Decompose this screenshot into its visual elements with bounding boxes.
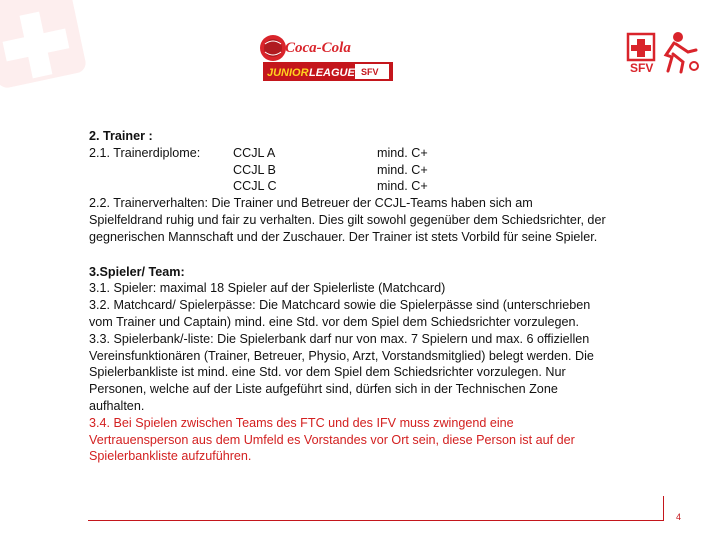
players-item: 3.2. Matchcard/ Spielerpässe: Die Matchcard sowie die Spielerpässe sind (unterschrieben vom Trainer und Captain) mind. eine Std. vor dem Spiel dem Schiedsrichter vorzulegen. [89, 298, 591, 329]
diploma-league: CCJL B [233, 162, 276, 177]
league-wordmark: LEAGUE [309, 67, 355, 79]
diplomas-label: 2.1. Trainerdiplome: [89, 145, 201, 160]
diploma-requirement: mind. C+ [377, 179, 428, 194]
swiss-cross-watermark-icon [0, 0, 110, 110]
trainer-section-heading: 2. Trainer : [89, 129, 153, 143]
diploma-requirement: mind. C+ [377, 162, 428, 177]
players-item: 3.3. Spielerbank/-liste: Die Spielerbank darf nur von max. 7 Spielern und max. 6 offiziellen Vereinsfunktionären (Trainer, Betreuer, Physio, Arzt, Vorstandsmitglied) belegt werden. Die Spielerbankliste ist mind. eine Std. vor dem Spiel dem Schiedsrichter vorzulegen. Nur Personen, welche auf der Liste aufgeführt sind, dürfen sich in der Technischen Zone aufhalten. [89, 331, 594, 413]
page-number: 4 [676, 512, 682, 522]
diploma-row [89, 162, 609, 179]
trainer-behaviour-paragraph: 2.2. Trainerverhalten: Die Trainer und Betreuer der CCJL-Teams haben sich am Spielfeldrand ruhig und fair zu verhalten. Dies gilt sowohl gegenüber dem Schiedsrichter, der gegnerischen Mannschaft und der Zuschauer. Der Trainer ist stets Vorbild für seine Spieler. [89, 196, 606, 244]
diploma-league: CCJL C [233, 179, 277, 194]
diploma-league: CCJL A [233, 145, 276, 160]
sfv-association-logo [626, 28, 702, 74]
players-highlight-paragraph: 3.4. Bei Spielen zwischen Teams des FTC und des IFV muss zwingend eine Vertrauensperson aus dem Umfeld es Vorstandes vor Ort sein, diese Person ist auf der Spielerbankliste aufzuführen. [89, 415, 575, 464]
coca-cola-wordmark: Coca-Cola [285, 40, 351, 56]
diploma-row [89, 145, 609, 162]
sfv-small-mark: SFV [361, 67, 379, 77]
document-body [89, 128, 609, 465]
diploma-requirement: mind. C+ [377, 145, 428, 160]
diploma-row [89, 178, 609, 195]
junior-wordmark: JUNIOR [267, 67, 309, 79]
players-item: 3.1. Spieler: maximal 18 Spieler auf der Spielerliste (Matchcard) [89, 281, 446, 296]
coca-cola-junior-league-logo [255, 30, 395, 85]
sfv-letters: SFV [630, 61, 654, 74]
footer-rule [88, 520, 664, 521]
players-section-heading: 3.Spieler/ Team: [89, 264, 185, 279]
footer-rule-tick [663, 496, 664, 521]
